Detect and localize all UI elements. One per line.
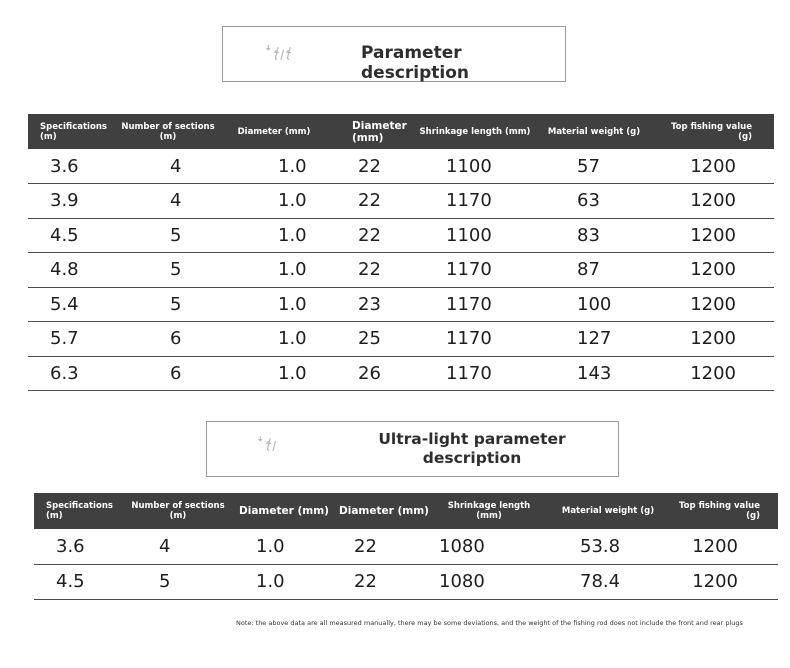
cell-specification: 3.6 [34,529,122,564]
cell-specification: 4.5 [34,564,122,599]
cell-shrinkage-length: 1170 [416,253,534,288]
ultra-light-title-box [206,421,619,477]
header-top-fishing-value: Top fishing value (g) [679,501,760,521]
cell-shrinkage-length: 1170 [416,356,534,391]
cell-shrinkage-length: 1100 [416,149,534,184]
cell-diameter: 1.0 [222,149,326,184]
cell-sections: 5 [114,218,222,253]
cell-material-weight: 53.8 [544,529,672,564]
cell-sections: 6 [114,356,222,391]
cell-top-fishing-value: 1200 [654,253,774,288]
cell-specification: 5.7 [28,322,114,357]
cell-specification: 3.9 [28,184,114,219]
cell-sections: 5 [122,564,234,599]
cell-material-weight: 63 [534,184,654,219]
cell-material-weight: 100 [534,287,654,322]
parameter-title-box [222,26,566,82]
cell-shrinkage-length: 1170 [416,184,534,219]
cell-shrinkage-length: 1100 [416,218,534,253]
cell-top-fishing-value: 1200 [654,218,774,253]
ultra-light-parameter-table [34,493,778,600]
table-row [28,218,774,253]
cell-diameter: 1.0 [234,564,334,599]
table-row [28,356,774,391]
header-diameter-2: Diameter (mm) [339,505,429,517]
cell-sections: 4 [114,149,222,184]
cell-diameter-2: 22 [326,253,416,288]
cell-sections: 4 [114,184,222,219]
table-row [34,529,778,564]
header-diameter: Diameter (mm) [237,126,311,137]
cell-diameter: 1.0 [222,287,326,322]
header-material-weight: Material weight (g) [547,126,641,137]
cell-diameter: 1.0 [222,184,326,219]
cell-top-fishing-value: 1200 [654,356,774,391]
header-diameter: Diameter (mm) [239,505,329,517]
cell-material-weight: 78.4 [544,564,672,599]
cell-specification: 5.4 [28,287,114,322]
cell-top-fishing-value: 1200 [654,322,774,357]
cell-material-weight: 143 [534,356,654,391]
cell-diameter: 1.0 [222,356,326,391]
cell-specification: 4.8 [28,253,114,288]
cell-top-fishing-value: 1200 [654,287,774,322]
cell-top-fishing-value: 1200 [654,149,774,184]
section-title: Parameter description [361,43,470,83]
cell-sections: 5 [114,287,222,322]
table-row [28,287,774,322]
cell-sections: 4 [122,529,234,564]
header-specifications: Specifications (m) [46,501,113,521]
cell-material-weight: 87 [534,253,654,288]
cell-diameter: 1.0 [234,529,334,564]
table-header-row [34,493,778,529]
header-material-weight: Material weight (g) [561,506,655,516]
header-number-of-sections: Number of sections (m) [131,501,225,521]
cell-diameter: 1.0 [222,218,326,253]
cell-top-fishing-value: 1200 [672,529,778,564]
cell-top-fishing-value: 1200 [654,184,774,219]
table-row [28,184,774,219]
cell-material-weight: 57 [534,149,654,184]
parameter-table [28,114,774,391]
table-row [28,253,774,288]
cell-diameter-2: 22 [334,529,434,564]
section-title: Ultra-light parameter description [378,430,566,467]
header-diameter-2: Diameter (mm) [352,119,407,144]
header-specifications: Specifications (m) [40,121,107,142]
header-shrinkage-length: Shrinkage length (mm) [419,126,531,137]
cell-sections: 6 [114,322,222,357]
cell-diameter: 1.0 [222,253,326,288]
table-header-row [28,114,774,149]
handwritten-logo-mark: ꜜꞎꞁ [257,436,277,451]
handwritten-logo-mark: ꜜꞎꞁꞎ [265,45,292,60]
cell-diameter-2: 22 [326,184,416,219]
cell-top-fishing-value: 1200 [672,564,778,599]
cell-sections: 5 [114,253,222,288]
cell-shrinkage-length: 1170 [416,322,534,357]
cell-material-weight: 83 [534,218,654,253]
cell-material-weight: 127 [534,322,654,357]
cell-diameter: 1.0 [222,322,326,357]
cell-diameter-2: 22 [334,564,434,599]
table-row [28,149,774,184]
table-row [34,564,778,599]
cell-specification: 4.5 [28,218,114,253]
cell-diameter-2: 22 [326,218,416,253]
cell-specification: 3.6 [28,149,114,184]
cell-shrinkage-length: 1080 [434,564,544,599]
header-number-of-sections: Number of sections (m) [121,121,215,142]
cell-specification: 6.3 [28,356,114,391]
footnote: Note: the above data are all measured manually, there may be some deviations, and the weight of the fishing rod does not include the front and rear plugs [236,619,743,627]
header-top-fishing-value: Top fishing value (g) [671,121,752,142]
table-row [28,322,774,357]
cell-diameter-2: 26 [326,356,416,391]
cell-diameter-2: 25 [326,322,416,357]
cell-diameter-2: 22 [326,149,416,184]
cell-shrinkage-length: 1080 [434,529,544,564]
header-shrinkage-length: Shrinkage length (mm) [447,501,531,521]
cell-diameter-2: 23 [326,287,416,322]
cell-shrinkage-length: 1170 [416,287,534,322]
